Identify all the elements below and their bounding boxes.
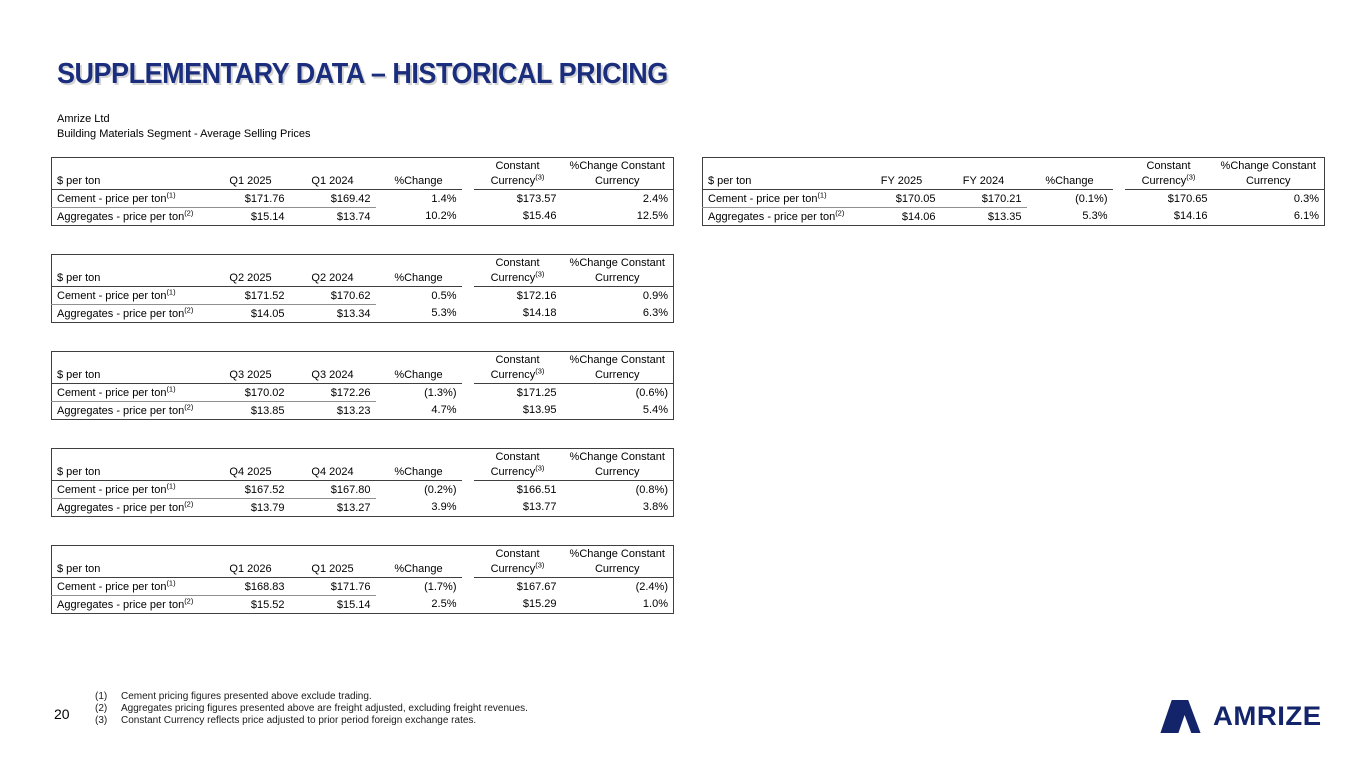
subtitle-company: Amrize Ltd xyxy=(57,113,110,125)
header-change-constant-currency: Currency xyxy=(562,367,674,384)
header-change-constant-currency: Currency xyxy=(562,464,674,481)
header-gap xyxy=(1113,173,1125,190)
value-cell: 12.5% xyxy=(636,210,668,223)
header-change-constant: %Change Constant xyxy=(569,256,665,269)
row-label: Cement - price per ton$^{(1)}$ xyxy=(52,481,212,499)
value-cell: 1.4% xyxy=(431,192,457,205)
footnote-ref: (1) xyxy=(817,189,827,199)
row-label: Cement - price per ton$^{(1)}$ xyxy=(52,384,212,402)
cell-gap xyxy=(462,578,474,596)
pricing-table xyxy=(51,448,674,517)
value-cell: (0.6%) xyxy=(635,386,668,399)
value-cell: $14.16 xyxy=(1173,210,1208,223)
value-cell: (0.1%) xyxy=(1075,192,1108,205)
pricing-table xyxy=(51,157,674,226)
value-cell: (1.3%) xyxy=(424,386,457,399)
header-period-prior: FY 2024 xyxy=(941,173,1027,190)
cell-gap xyxy=(462,305,474,323)
value-cell: 3.9% xyxy=(431,501,457,514)
header-change-constant: %Change Constant xyxy=(1220,159,1316,172)
pricing-table xyxy=(51,545,674,614)
footnote-ref: (2) xyxy=(184,595,194,605)
value-cell: $171.76 xyxy=(290,578,376,596)
value-cell: $169.42 xyxy=(290,190,376,208)
row-label: Aggregates - price per ton$^{(2)}$ xyxy=(57,304,194,320)
header-unit-label: $ per ton xyxy=(52,561,212,578)
cell-gap xyxy=(462,402,474,420)
header-spacer xyxy=(52,158,462,174)
header-spacer xyxy=(52,255,462,271)
value-cell: $170.21 xyxy=(941,190,1027,208)
value-cell: (1.7%) xyxy=(424,580,457,593)
page-number: 20 xyxy=(54,706,70,722)
value-cell: $172.26 xyxy=(290,384,376,402)
pricing-table xyxy=(702,157,1325,226)
header-pct-change: %Change xyxy=(376,561,462,578)
value-cell: $15.46 xyxy=(522,210,557,223)
footnote-ref: (3) xyxy=(535,464,545,473)
footnote-ref: (1) xyxy=(166,383,176,393)
value-cell: $15.52 xyxy=(250,598,285,611)
cell-gap xyxy=(1113,208,1125,226)
header-constant: Constant xyxy=(495,159,540,172)
footnote-ref: (2) xyxy=(835,207,845,217)
row-label: Aggregates - price per ton$^{(2)}$ xyxy=(57,498,194,514)
header-spacer xyxy=(52,352,462,368)
value-cell: $170.62 xyxy=(290,287,376,305)
row-label: Aggregates - price per ton$^{(2)}$ xyxy=(57,207,194,223)
footnote-ref: (2) xyxy=(184,304,194,314)
header-spacer xyxy=(52,546,462,562)
value-cell: $13.85 xyxy=(250,404,285,417)
cell-gap xyxy=(1113,190,1125,208)
header-period-prior: Q2 2024 xyxy=(290,270,376,287)
value-cell: $14.06 xyxy=(901,210,936,223)
footnote-ref: (3) xyxy=(1186,173,1196,182)
pricing-table-q2-2025 xyxy=(51,254,673,323)
footnote-number: (3) xyxy=(95,715,108,726)
value-cell: $172.16 xyxy=(516,289,557,302)
value-cell: 3.8% xyxy=(642,501,668,514)
header-period-current: Q2 2025 xyxy=(212,270,290,287)
footnote-ref: (3) xyxy=(535,561,545,570)
row-label: Aggregates - price per ton$^{(2)}$ xyxy=(708,207,845,223)
value-cell: 4.7% xyxy=(431,404,457,417)
header-gap xyxy=(462,158,474,174)
header-pct-change: %Change xyxy=(376,464,462,481)
header-period-current: Q1 2026 xyxy=(212,561,290,578)
header-constant-currency: Currency$^{(3)}$ xyxy=(474,464,562,481)
value-cell: $15.14 xyxy=(250,210,285,223)
header-constant-currency: Currency$^{(3)}$ xyxy=(474,367,562,384)
header-gap xyxy=(462,546,474,562)
pricing-table xyxy=(51,351,674,420)
header-spacer xyxy=(703,158,1113,174)
pricing-table-q1-2026 xyxy=(51,545,673,614)
value-cell: $13.79 xyxy=(250,501,285,514)
header-unit-label: $ per ton xyxy=(703,173,863,190)
cell-gap xyxy=(462,287,474,305)
header-change-constant-currency: Currency xyxy=(562,270,674,287)
header-change-constant: %Change Constant xyxy=(569,450,665,463)
pricing-table-q1-2025 xyxy=(51,157,673,226)
value-cell: 6.3% xyxy=(642,307,668,320)
header-unit-label: $ per ton xyxy=(52,367,212,384)
row-label: Aggregates - price per ton$^{(2)}$ xyxy=(57,401,194,417)
value-cell: $13.23 xyxy=(336,404,371,417)
footnote-ref: (1) xyxy=(166,189,176,199)
header-change-constant-currency: Currency xyxy=(562,561,674,578)
header-gap xyxy=(462,449,474,465)
amrize-logo-icon xyxy=(1158,699,1204,734)
header-period-current: Q4 2025 xyxy=(212,464,290,481)
header-constant: Constant xyxy=(495,450,540,463)
pricing-table-q3-2025 xyxy=(51,351,673,420)
header-pct-change: %Change xyxy=(1027,173,1113,190)
row-label: Aggregates - price per ton$^{(2)}$ xyxy=(57,595,194,611)
value-cell: $15.29 xyxy=(522,598,557,611)
value-cell: 10.2% xyxy=(425,210,457,223)
header-spacer xyxy=(52,449,462,465)
header-gap xyxy=(462,352,474,368)
header-gap xyxy=(462,464,474,481)
value-cell: 6.1% xyxy=(1293,210,1319,223)
value-cell: $167.80 xyxy=(290,481,376,499)
header-pct-change: %Change xyxy=(376,270,462,287)
value-cell: $167.52 xyxy=(212,481,290,499)
header-constant-currency: Currency$^{(3)}$ xyxy=(474,173,562,190)
value-cell: $173.57 xyxy=(516,192,557,205)
header-gap xyxy=(462,270,474,287)
page-title: SUPPLEMENTARY DATA – HISTORICAL PRICING xyxy=(57,58,668,90)
header-constant: Constant xyxy=(495,547,540,560)
row-label: Cement - price per ton$^{(1)}$ xyxy=(52,287,212,305)
value-cell: 1.0% xyxy=(642,598,668,611)
value-cell: (0.8%) xyxy=(635,483,668,496)
pricing-table-fy-2025 xyxy=(702,157,1324,226)
footnote-ref: (2) xyxy=(184,401,194,411)
header-change-constant: %Change Constant xyxy=(569,547,665,560)
header-change-constant: %Change Constant xyxy=(569,159,665,172)
footnote-number: (1) xyxy=(95,691,108,702)
header-constant: Constant xyxy=(495,256,540,269)
value-cell: $15.14 xyxy=(336,598,371,611)
value-cell: $171.25 xyxy=(516,386,557,399)
value-cell: $166.51 xyxy=(516,483,557,496)
value-cell: $170.02 xyxy=(212,384,290,402)
value-cell: 5.3% xyxy=(1082,210,1108,223)
footnote-text: Constant Currency reflects price adjusted to prior period foreign exchange rates. xyxy=(121,715,477,726)
header-pct-change: %Change xyxy=(376,367,462,384)
header-gap xyxy=(1113,158,1125,174)
value-cell: $168.83 xyxy=(212,578,290,596)
header-gap xyxy=(462,173,474,190)
footnote-ref: (1) xyxy=(166,480,176,490)
value-cell: $171.76 xyxy=(212,190,290,208)
header-unit-label: $ per ton xyxy=(52,270,212,287)
value-cell: $13.74 xyxy=(336,210,371,223)
row-label: Cement - price per ton$^{(1)}$ xyxy=(52,578,212,596)
header-unit-label: $ per ton xyxy=(52,173,212,190)
footnote-text: Cement pricing figures presented above exclude trading. xyxy=(121,691,372,702)
header-gap xyxy=(462,561,474,578)
value-cell: $13.27 xyxy=(336,501,371,514)
header-unit-label: $ per ton xyxy=(52,464,212,481)
value-cell: $13.34 xyxy=(336,307,371,320)
cell-gap xyxy=(462,481,474,499)
value-cell: $167.67 xyxy=(516,580,557,593)
row-label: Cement - price per ton$^{(1)}$ xyxy=(52,190,212,208)
value-cell: $13.95 xyxy=(522,404,557,417)
header-period-prior: Q4 2024 xyxy=(290,464,376,481)
header-constant: Constant xyxy=(495,353,540,366)
footnote-ref: (2) xyxy=(184,498,194,508)
header-period-prior: Q1 2024 xyxy=(290,173,376,190)
footnote-ref: (2) xyxy=(184,207,194,217)
header-constant-currency: Currency$^{(3)}$ xyxy=(1125,173,1213,190)
cell-gap xyxy=(462,596,474,614)
footnote-ref: (1) xyxy=(166,286,176,296)
value-cell: $170.65 xyxy=(1167,192,1208,205)
footnotes xyxy=(95,691,528,727)
header-constant: Constant xyxy=(1146,159,1191,172)
footnote-number: (2) xyxy=(95,703,108,714)
value-cell: 0.3% xyxy=(1293,192,1319,205)
header-gap xyxy=(462,255,474,271)
cell-gap xyxy=(462,384,474,402)
header-pct-change: %Change xyxy=(376,173,462,190)
header-change-constant-currency: Currency xyxy=(1213,173,1325,190)
value-cell: (0.2%) xyxy=(424,483,457,496)
amrize-logo-text: AMRIZE xyxy=(1213,701,1322,731)
cell-gap xyxy=(462,499,474,517)
header-period-current: FY 2025 xyxy=(863,173,941,190)
value-cell: 0.9% xyxy=(642,289,668,302)
header-change-constant: %Change Constant xyxy=(569,353,665,366)
pricing-table-q4-2025 xyxy=(51,448,673,517)
header-period-current: Q1 2025 xyxy=(212,173,290,190)
cell-gap xyxy=(462,190,474,208)
pricing-table xyxy=(51,254,674,323)
header-change-constant-currency: Currency xyxy=(562,173,674,190)
header-period-prior: Q1 2025 xyxy=(290,561,376,578)
value-cell: 0.5% xyxy=(431,289,457,302)
header-constant-currency: Currency$^{(3)}$ xyxy=(474,270,562,287)
value-cell: $171.52 xyxy=(212,287,290,305)
value-cell: $170.05 xyxy=(863,190,941,208)
row-label: Cement - price per ton$^{(1)}$ xyxy=(703,190,863,208)
header-constant-currency: Currency$^{(3)}$ xyxy=(474,561,562,578)
footnote-ref: (3) xyxy=(535,367,545,376)
value-cell: 2.5% xyxy=(431,598,457,611)
slide-subtitle xyxy=(57,112,311,142)
value-cell: $13.35 xyxy=(987,210,1022,223)
value-cell: 5.4% xyxy=(642,404,668,417)
value-cell: 5.3% xyxy=(431,307,457,320)
header-period-current: Q3 2025 xyxy=(212,367,290,384)
cell-gap xyxy=(462,208,474,226)
value-cell: 2.4% xyxy=(642,192,668,205)
header-gap xyxy=(462,367,474,384)
footnote-text: Aggregates pricing figures presented above are freight adjusted, excluding freight revenues. xyxy=(121,703,528,714)
amrize-logo xyxy=(1158,699,1320,734)
value-cell: $13.77 xyxy=(522,501,557,514)
header-period-prior: Q3 2024 xyxy=(290,367,376,384)
value-cell: $14.05 xyxy=(250,307,285,320)
value-cell: $14.18 xyxy=(522,307,557,320)
subtitle-segment: Building Materials Segment - Average Selling Prices xyxy=(57,128,311,140)
footnote-ref: (1) xyxy=(166,577,176,587)
footnote-ref: (3) xyxy=(535,173,545,182)
value-cell: (2.4%) xyxy=(635,580,668,593)
footnote-ref: (3) xyxy=(535,270,545,279)
